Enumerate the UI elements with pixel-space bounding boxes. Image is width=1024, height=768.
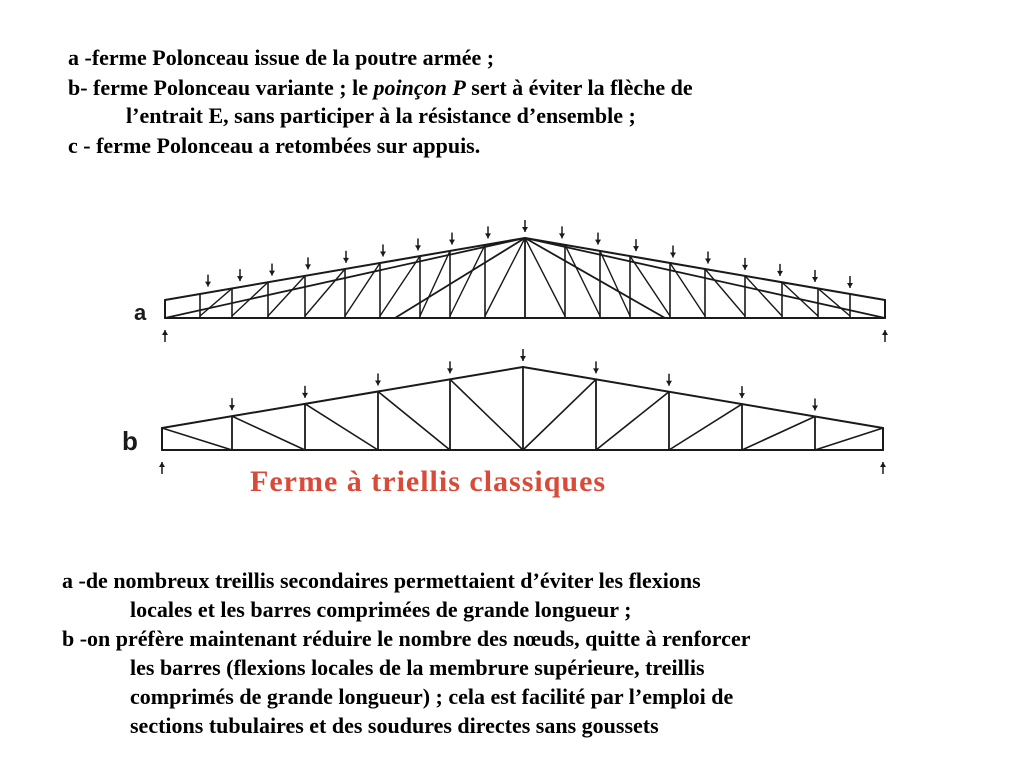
notes-text (62, 566, 1012, 740)
truss-b-reaction-arrow-right (880, 462, 886, 474)
truss-a-load-arrow (633, 239, 639, 251)
truss-b-load-arrow (520, 349, 526, 361)
truss-a-web-diagonal-right (565, 245, 600, 316)
intro-item-c-text: c - ferme Polonceau a retombées sur appuis. (68, 133, 481, 158)
truss-a-load-arrow (559, 226, 565, 238)
truss-b-label: b (122, 426, 138, 456)
note-item-a (62, 566, 1012, 624)
truss-b-drawing (159, 349, 886, 474)
truss-a-load-arrow (742, 258, 748, 270)
truss-b-web-diagonal-left (305, 404, 378, 450)
truss-a-load-arrow (522, 220, 528, 232)
truss-a-load-arrow (705, 252, 711, 264)
truss-a-load-arrow (343, 251, 349, 263)
intro-item-b-prefix: b- ferme Polonceau variante ; le (68, 75, 374, 100)
note-item-a-line2: locales et les barres comprimées de grande longueur ; (130, 597, 632, 622)
truss-b-web-diagonal-right (596, 392, 669, 450)
truss-a-load-arrow (205, 275, 211, 287)
truss-a-web-diagonal-right (705, 269, 745, 316)
note-item-b-line4: sections tubulaires et des soudures directes sans goussets (130, 713, 659, 738)
truss-b-load-arrow (447, 361, 453, 373)
truss-b-web-diagonal-right (742, 416, 815, 450)
truss-b-load-arrow (812, 398, 818, 410)
truss-b-web-diagonal-left (450, 379, 523, 450)
truss-a-load-arrow (595, 233, 601, 245)
truss-a-reaction-arrow-right (882, 330, 888, 342)
truss-a-web-diagonal-left (345, 263, 380, 316)
truss-b-reaction-arrow-left (159, 462, 165, 474)
truss-b-web-diagonal-left (162, 428, 232, 450)
truss-a-web-diagonal-right (670, 263, 705, 316)
note-item-b-line2: les barres (flexions locales de la membrure supérieure, treillis (130, 655, 705, 680)
truss-b-web-diagonal-right (523, 379, 596, 450)
intro-item-b-continuation: l’entrait E, sans participer à la résistance d’ensemble ; (126, 103, 636, 128)
truss-a-load-arrow (415, 238, 421, 250)
truss-b-web-diagonal-left (232, 416, 305, 450)
truss-b-load-arrow (302, 386, 308, 398)
truss-b-web-diagonal-right (815, 428, 883, 450)
truss-b-load-arrow (375, 374, 381, 386)
truss-a-load-arrow (237, 269, 243, 281)
truss-a-load-arrow (777, 264, 783, 276)
truss-a-load-arrow (670, 245, 676, 257)
intro-item-b-emphasis: poinçon P (373, 75, 466, 100)
intro-item-b-suffix: sert à éviter la flèche de (465, 75, 693, 100)
truss-a-load-arrow (847, 276, 853, 288)
truss-a-load-arrow (485, 226, 491, 238)
truss-a-drawing (162, 220, 888, 342)
note-item-b-line3: comprimés de grande longueur) ; cela est facilité par l’emploi de (130, 684, 734, 709)
truss-b-web-diagonal-left (378, 392, 450, 450)
truss-b-web-diagonal-right (669, 404, 742, 450)
truss-b-load-arrow (666, 374, 672, 386)
truss-a-load-arrow (380, 244, 386, 256)
truss-a-load-arrow (449, 233, 455, 245)
figure-caption: Ferme à triellis classiques (250, 465, 607, 498)
truss-b-load-arrow (739, 386, 745, 398)
truss-a-label: a (134, 300, 147, 325)
truss-a-web-diagonal-left (305, 269, 345, 316)
truss-b-load-arrow (229, 398, 235, 410)
intro-item-a-text: a -ferme Polonceau issue de la poutre armée ; (68, 45, 495, 70)
note-item-a-line1: a -de nombreux treillis secondaires permettaient d’éviter les flexions (62, 568, 701, 593)
note-item-b-line1: b -on préfère maintenant réduire le nombre des nœuds, quitte à renforcer (62, 626, 751, 651)
truss-a-load-arrow (269, 264, 275, 276)
note-item-b (62, 624, 1012, 740)
truss-a-load-arrow (305, 257, 311, 269)
truss-a-reaction-arrow-left (162, 330, 168, 342)
truss-a-load-arrow (812, 270, 818, 282)
truss-b-load-arrow (593, 361, 599, 373)
